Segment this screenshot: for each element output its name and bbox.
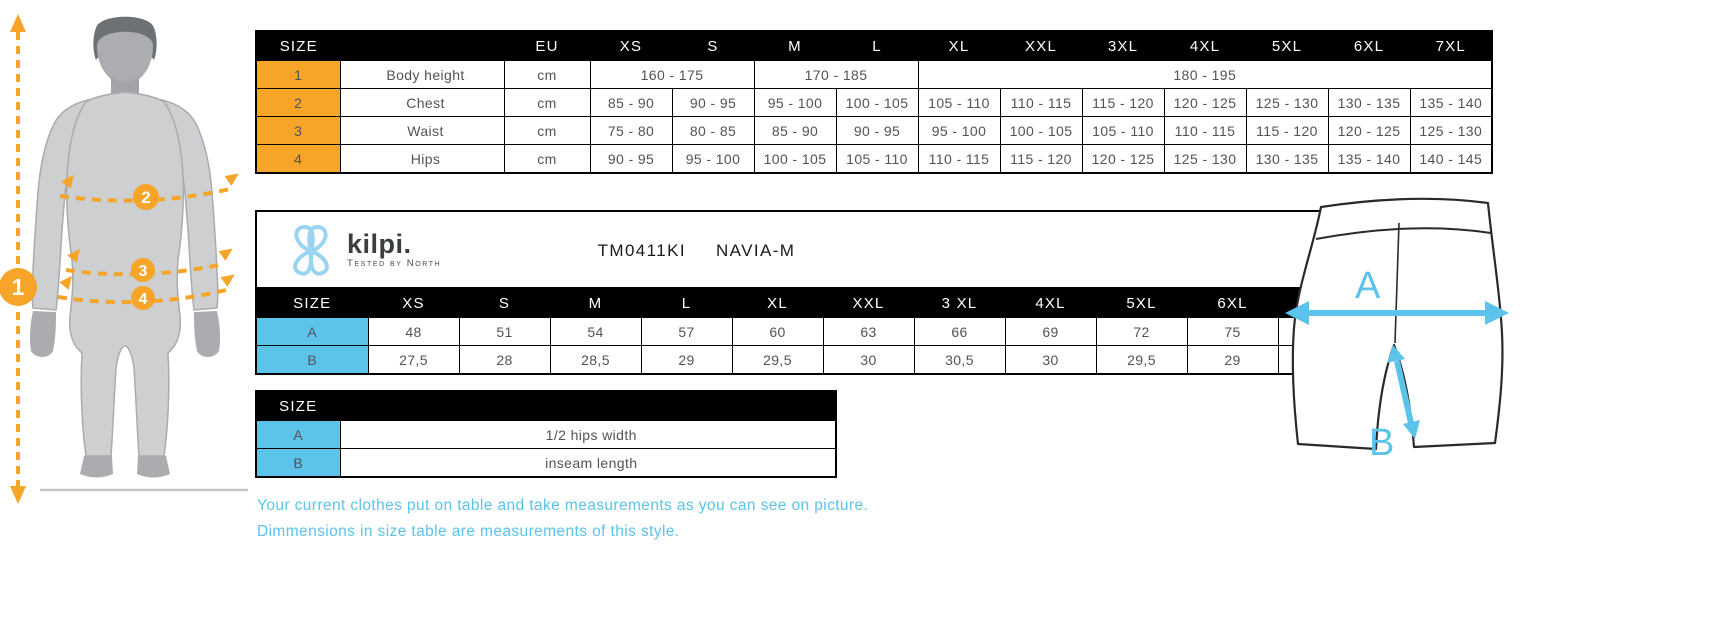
column-header: L: [641, 288, 732, 318]
column-header: 4XL: [1164, 31, 1246, 61]
face-shape: [97, 32, 153, 85]
column-header: M: [550, 288, 641, 318]
table-cell: B: [256, 449, 340, 478]
left-foot: [80, 456, 113, 478]
product-code-value: TM0411KI: [597, 240, 686, 260]
table-cell: 29: [1187, 346, 1278, 375]
table-cell: 90 - 95: [672, 89, 754, 117]
table-cell: 30: [1005, 346, 1096, 375]
table-cell: 85 - 90: [590, 89, 672, 117]
product-name-value: NAVIA-M: [715, 240, 796, 260]
column-header: XL: [918, 31, 1000, 61]
column-header: [340, 391, 836, 421]
table-cell: 100 - 105: [754, 145, 836, 174]
column-header: SIZE: [256, 391, 340, 421]
table-row: [256, 346, 1369, 375]
column-header: SIZE: [256, 288, 368, 318]
shorts-illustration: [1283, 193, 1511, 461]
column-header: XS: [368, 288, 459, 318]
table-cell: 110 - 115: [918, 145, 1000, 174]
note-line-2: Dimmensions in size table are measurements of this style.: [257, 523, 680, 540]
table-cell: 1/2 hips width: [340, 421, 836, 449]
shorts-outline: [1293, 199, 1503, 449]
table-row: [256, 391, 836, 421]
table-cell: 66: [914, 318, 1005, 346]
table-cell: 130 - 135: [1328, 89, 1410, 117]
table-cell: 180 - 195: [918, 61, 1492, 89]
note-line-1: Your current clothes put on table and take measurements as you can see on picture.: [257, 497, 869, 514]
table-cell: 60: [732, 318, 823, 346]
table-cell: 170 - 185: [754, 61, 918, 89]
column-header: XXL: [823, 288, 914, 318]
table-cell: 2: [256, 89, 340, 117]
measurement-legend-table: [255, 390, 837, 478]
column-header: 6XL: [1187, 288, 1278, 318]
garment-size-table: [255, 287, 1370, 375]
column-header: 3XL: [1082, 31, 1164, 61]
marker-1-label: 1: [11, 274, 25, 300]
table-cell: 110 - 115: [1164, 117, 1246, 145]
legend-table-body: [256, 421, 836, 478]
human-silhouette: [30, 17, 220, 478]
right-foot: [137, 456, 170, 478]
marker-3-label: 3: [138, 263, 148, 280]
garment-size-table-body: [256, 318, 1369, 375]
table-cell: 30: [823, 346, 914, 375]
table-cell: cm: [504, 89, 590, 117]
table-cell: 29,5: [1096, 346, 1187, 375]
brand-info-bar: [255, 210, 1368, 287]
arrow-icon: [225, 169, 243, 186]
table-cell: 140 - 145: [1410, 145, 1492, 174]
table-row: [256, 449, 836, 478]
table-cell: 100 - 105: [1000, 117, 1082, 145]
table-cell: 120 - 125: [1082, 145, 1164, 174]
body-figure-illustration: [0, 8, 250, 513]
right-hand: [194, 311, 220, 357]
table-row: [256, 117, 1492, 145]
table-cell: 28: [459, 346, 550, 375]
table-cell: 75: [1187, 318, 1278, 346]
body-size-table-body: [256, 61, 1492, 174]
table-cell: 105 - 110: [836, 145, 918, 174]
table-cell: Hips: [340, 145, 504, 174]
body-size-table: [255, 30, 1493, 174]
table-row: [256, 61, 1492, 89]
arrow-up-icon: [10, 14, 26, 32]
column-header: L: [836, 31, 918, 61]
table-row: [256, 288, 1369, 318]
arrow-down-icon: [10, 486, 26, 504]
shorts-measurement-diagram: [1283, 193, 1511, 466]
body-size-table-header: [256, 31, 1492, 61]
table-cell: 85 - 90: [754, 117, 836, 145]
arrow-icon: [219, 244, 237, 261]
column-header: S: [672, 31, 754, 61]
body-measurement-figure: [0, 8, 250, 518]
table-cell: 115 - 120: [1246, 117, 1328, 145]
table-cell: 69: [1005, 318, 1096, 346]
column-header: 4XL: [1005, 288, 1096, 318]
table-cell: 110 - 115: [1000, 89, 1082, 117]
table-row: [256, 89, 1492, 117]
marker-2-label: 2: [141, 188, 151, 207]
table-cell: 95 - 100: [672, 145, 754, 174]
table-cell: Waist: [340, 117, 504, 145]
table-row: [256, 421, 836, 449]
table-cell: 48: [368, 318, 459, 346]
column-header: M: [754, 31, 836, 61]
table-cell: 51: [459, 318, 550, 346]
left-hand: [30, 311, 56, 357]
legend-table-header: [256, 391, 836, 421]
table-cell: 90 - 95: [836, 117, 918, 145]
table-cell: 115 - 120: [1082, 89, 1164, 117]
table-cell: 57: [641, 318, 732, 346]
table-cell: 130 - 135: [1246, 145, 1328, 174]
table-cell: 120 - 125: [1328, 117, 1410, 145]
table-cell: cm: [504, 61, 590, 89]
measurement-notes: [257, 493, 868, 545]
product-panel: [255, 210, 1368, 375]
column-header: 6XL: [1328, 31, 1410, 61]
table-cell: 4: [256, 145, 340, 174]
column-header: XXL: [1000, 31, 1082, 61]
column-header: SIZE: [256, 31, 504, 61]
table-cell: 3: [256, 117, 340, 145]
marker-4-label: 4: [138, 291, 148, 308]
table-cell: inseam length: [340, 449, 836, 478]
table-cell: 105 - 110: [1082, 117, 1164, 145]
table-cell: 54: [550, 318, 641, 346]
table-cell: A: [256, 421, 340, 449]
table-cell: 29,5: [732, 346, 823, 375]
table-cell: Chest: [340, 89, 504, 117]
column-header: XL: [732, 288, 823, 318]
table-cell: 115 - 120: [1000, 145, 1082, 174]
table-cell: 90 - 95: [590, 145, 672, 174]
table-cell: 72: [1096, 318, 1187, 346]
garment-size-table-header: [256, 288, 1369, 318]
table-cell: 29: [641, 346, 732, 375]
table-row: [256, 318, 1369, 346]
column-header: XS: [590, 31, 672, 61]
table-cell: 95 - 100: [754, 89, 836, 117]
table-cell: 160 - 175: [590, 61, 754, 89]
column-header: 3 XL: [914, 288, 1005, 318]
measure-b-label: B: [1369, 422, 1395, 461]
column-header: 7XL: [1410, 31, 1492, 61]
table-cell: 30,5: [914, 346, 1005, 375]
column-header: S: [459, 288, 550, 318]
brand-tagline: Tested by North: [347, 258, 442, 269]
table-cell: cm: [504, 145, 590, 174]
table-cell: 100 - 105: [836, 89, 918, 117]
table-cell: 135 - 140: [1410, 89, 1492, 117]
table-cell: 135 - 140: [1328, 145, 1410, 174]
table-cell: 125 - 130: [1246, 89, 1328, 117]
table-cell: 125 - 130: [1410, 117, 1492, 145]
brand-name: kilpi.: [347, 229, 412, 259]
table-cell: B: [256, 346, 368, 375]
table-cell: 27,5: [368, 346, 459, 375]
column-header: 5XL: [1096, 288, 1187, 318]
table-cell: Body height: [340, 61, 504, 89]
table-row: [256, 145, 1492, 174]
table-cell: cm: [504, 117, 590, 145]
table-cell: 1: [256, 61, 340, 89]
table-cell: 125 - 130: [1164, 145, 1246, 174]
table-cell: 105 - 110: [918, 89, 1000, 117]
table-cell: 75 - 80: [590, 117, 672, 145]
table-cell: A: [256, 318, 368, 346]
product-code: [257, 212, 1136, 289]
arrow-icon: [221, 270, 239, 287]
table-cell: 95 - 100: [918, 117, 1000, 145]
table-cell: 28,5: [550, 346, 641, 375]
measure-a-label: A: [1355, 265, 1381, 307]
column-header: 5XL: [1246, 31, 1328, 61]
table-cell: 63: [823, 318, 914, 346]
table-cell: 120 - 125: [1164, 89, 1246, 117]
table-row: [256, 31, 1492, 61]
table-cell: 80 - 85: [672, 117, 754, 145]
column-header: EU: [504, 31, 590, 61]
